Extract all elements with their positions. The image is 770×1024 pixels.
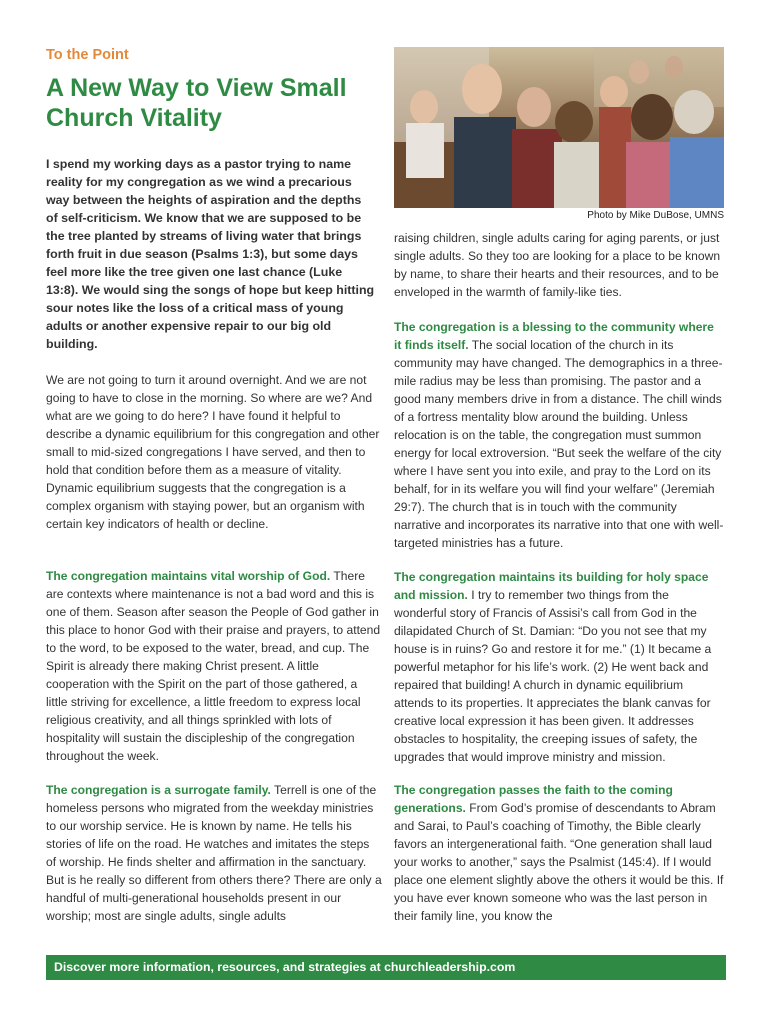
intro-paragraph: We are not going to turn it around overnight. And we are not going to have to close in the morning. So where are we? And what are we going to do here? I have found it helpful to describe a dynamic equilibrium for this congregation and other small to mid-sized congregations I have served, and then to hold that condition before them as a measure of vitality. Dynamic equilibrium suggests that the congregation is a complex organism with staying power, but an organism with certain key indicators of health or decline. — [46, 373, 380, 531]
section-family-lead-in: The congregation is a surrogate family. — [46, 783, 271, 797]
section-building-lead-in: The congregation maintains its building for holy space and mission. — [394, 570, 709, 602]
photo-caption: Photo by Mike DuBose, UMNS — [587, 210, 724, 221]
right-column-building — [394, 568, 724, 766]
footer-bar — [46, 955, 726, 980]
section-worship — [46, 567, 382, 765]
section-building — [394, 568, 724, 766]
right-column-faith — [394, 781, 724, 925]
photo — [394, 47, 724, 208]
section-faith — [394, 781, 724, 925]
page-title: A New Way to View Small Church Vitality — [46, 74, 347, 132]
lead-paragraph: I spend my working days as a pastor trying to name reality for my congregation as we wind a precarious way between the heights of aspiration and the depths of self-criticism. We know that we are supposed to be the tree planted by streams of living water that brings forth fruit in due season (Psalms 1:3), but some days feel more like the tree given one last chance (Luke 13:8). We would sing the songs of hope but keep hitting sour notes like the loss of a critical mass of young adults or another expensive repair to our big old building. — [46, 157, 375, 351]
section-worship-body: There are contexts where maintenance is not a bad word and this is one of them. Season after season the People of God gather in this place to honor God with their praise and prayers, to attend to the word, to be exposed to the water, bread, and cup. The Spirit is already there making Christ present. A little cooperation with the Spirit on the part of those gathered, a little striving for excellence, a little freedom to express local religious creativity, and all things sprinkled with lots of hospitality will sustain the discipleship of the congregation throughout the week. — [46, 569, 381, 763]
church-congregation-photo — [394, 47, 724, 208]
section-community-lead-in: The congregation is a blessing to the community where it finds itself. — [394, 320, 714, 352]
section-building-body: I try to remember two things from the wonderful story of Francis of Assisi’s call from God in the dilapidated Church of St. Damian: “Do you not see that my house is in ruins? Go and restore it for me.” (1) It became a powerful metaphor for his life’s work. (2) He went back and repaired that building! A church in dynamic equilibrium attends to its properties. It appreciates the blank canvas for creative local expression it has been given. It addresses obstacles to hospitality, the creeping issues of safety, the upgrades that would improve ministry and mission. — [394, 588, 712, 764]
section-community — [394, 318, 724, 552]
left-column-intro — [46, 371, 382, 533]
footer-link-text[interactable]: Discover more information, resources, and strategies at churchleadership.com — [54, 960, 516, 974]
section-family — [46, 781, 382, 925]
kicker: To the Point — [46, 47, 129, 63]
left-column-worship — [46, 567, 382, 765]
left-column-family — [46, 781, 382, 925]
right-column-family-cont — [394, 229, 724, 301]
section-worship-lead-in: The congregation maintains vital worship of God. — [46, 569, 331, 583]
section-family-body: Terrell is one of the homeless persons who migrated from the weekday ministries to our worship service. He is known by name. He tells his stories of life on the road. He watches and imitates the steps of worship. He finds shelter and affirmation in the sanctuary. But is he really so different from others there? There are only a handful of multi-generational households present in our worship; most are single adults, single adults — [46, 783, 382, 923]
section-community-body: The social location of the church in its community may have changed. The demographics in a three-mile radius may be less than promising. The pastor and a good many members drive in from a distance. The chill winds of a fortress mentality blow around the building. Unless relocation is on the table, the congregation must summon energy for local extroversion. “But seek the welfare of the city where I have sent you into exile, and pray to the Lord on its behalf, for in its welfare you will find your welfare” (Jeremiah 29:7). The church that is in touch with the community narrative and incorporates its narrative into that one with well-targeted ministries has a future. — [394, 338, 724, 550]
section-faith-body: From God’s promise of descendants to Abram and Sarai, to Paul’s coaching of Timothy, the Bible clearly favors an intergenerational faith. “One generation shall laud your works to another,” says the Psalmist (145:4). If I would place one element slightly above the others it would be this. If you have ever known someone who was the last person in their family line, you know the — [394, 801, 724, 923]
right-column-community — [394, 318, 724, 552]
section-faith-lead-in: The congregation passes the faith to the coming generations. — [394, 783, 673, 815]
section-family-continued: raising children, single adults caring for aging parents, or just single adults. So they too are looking for a place to be known by name, to share their hearts and their resources, and to be enveloped in the warmth of family-like ties. — [394, 231, 721, 299]
